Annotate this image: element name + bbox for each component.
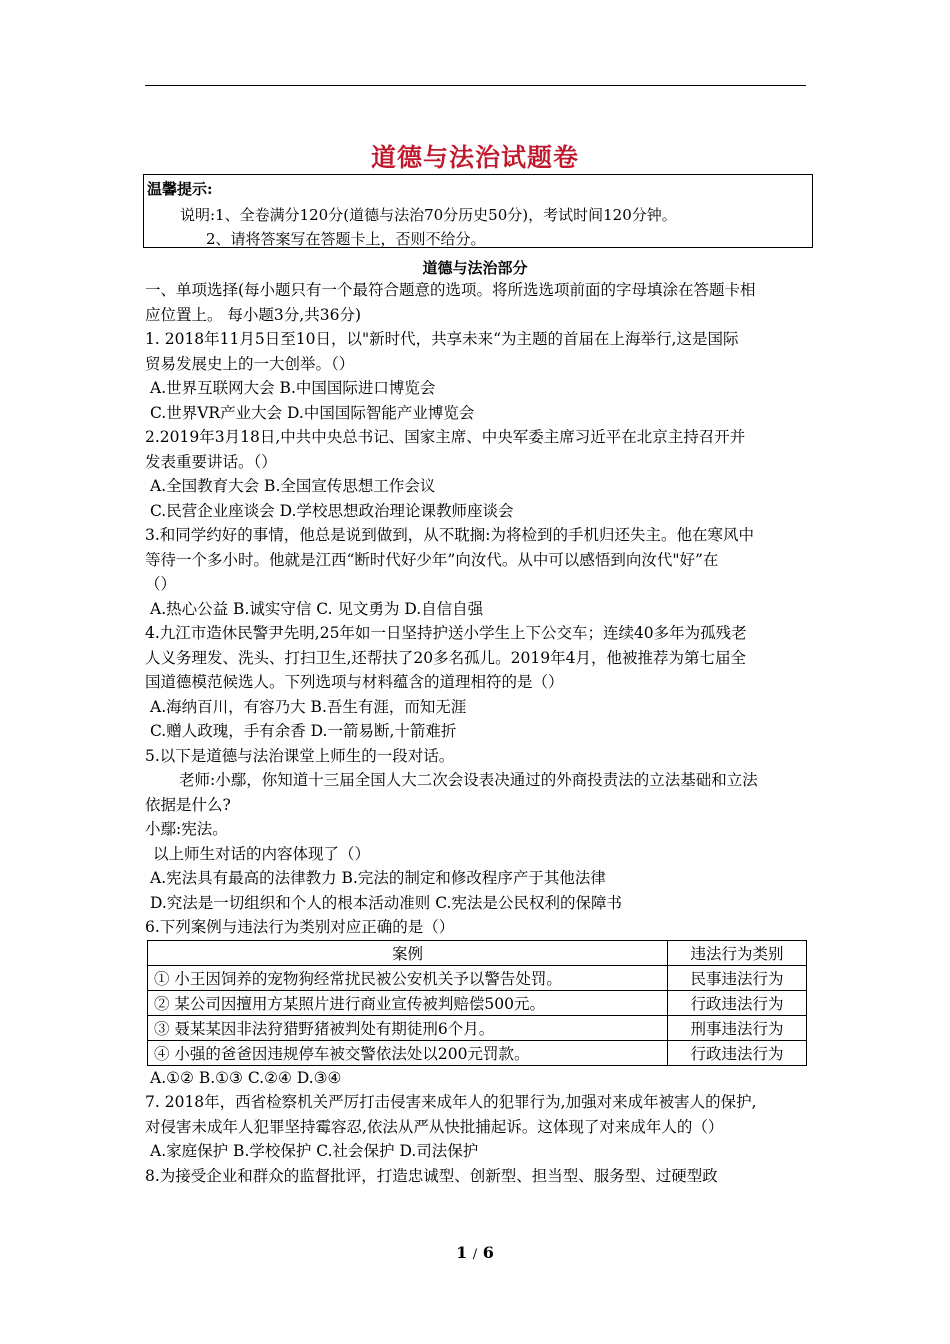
case-table	[147, 940, 807, 1066]
question-4-options: A.海纳百川，有容乃大 B.吾生有涯，而知无涯	[150, 697, 467, 716]
page-title: 道德与法治试题卷	[370, 143, 579, 172]
question-5-text: 5.以下是道德与法治课堂上师生的一段对话。	[145, 746, 455, 765]
question-8-text: 8.为接受企业和群众的监督批评，打造忠诚型、创新型、担当型、服务型、过硬型政	[145, 1166, 718, 1185]
question-6-text: 6.下列案例与违法行为类别对应正确的是（）	[145, 918, 455, 936]
notice-heading: 温馨提示:	[147, 180, 213, 198]
question-3-options: A.热心公益 B.诚实守信 C. 见文勇为 D.自信自强	[150, 599, 484, 618]
question-4-text: 人义务理发、洗头、打扫卫生,还帮扶了20多名孤儿。2019年4月，他被推荐为第七届全	[145, 648, 746, 667]
question-body	[145, 278, 815, 1188]
question-4-options: C.赠人政瑰，手有余香 D.一箭易断,十箭难折	[150, 722, 457, 740]
table-cell-case: ② 某公司因擅用方某照片进行商业宣传被判赔偿500元。	[148, 990, 668, 1015]
question-5-dialogue: 依据是什么?	[145, 795, 231, 814]
table-cell-category: 行政违法行为	[668, 990, 807, 1015]
question-1-text: 1. 2018年11月5日至10日，以"新时代，共享未来“为主题的首届在上海举行,这是国际	[145, 330, 739, 348]
question-4-text: 4.九江市造休民警尹先明,25年如一日坚持护送小学生上下公交车；连续40多年为孤残老	[145, 624, 747, 642]
question-1-options: A.世界互联网大会 B.中国国际进口博览会	[150, 379, 436, 397]
question-6-options: A.①② B.①③ C.②④ D.③④	[150, 1068, 342, 1087]
question-3-text: 等待一个多小时。他就是江西“断时代好少年”向汝代。从中可以感悟到向汝代"好”在	[145, 550, 719, 569]
question-5-options: D.究法是一切组织和个人的根本活动准则 C.宪法是公民权利的保障书	[150, 893, 622, 912]
table-row	[148, 1040, 807, 1065]
header-rule	[145, 85, 806, 86]
question-1-text: 贸易发展史上的一大创举。（）	[145, 354, 355, 373]
table-cell-category: 刑事违法行为	[668, 1015, 807, 1040]
table-cell-category: 行政违法行为	[668, 1040, 807, 1065]
notice-line-1: 说明:1、全卷满分120分(道德与法治70分历史50分)，考试时间120分钟。	[180, 206, 677, 224]
table-row	[148, 1015, 807, 1040]
question-5-dialogue: 老师:小鄢，你知道十三届全国人大二次会设表决通过的外商投责法的立法基础和立法	[179, 771, 758, 789]
question-7-options: A.家庭保护 B.学校保护 C.社会保护 D.司法保护	[150, 1142, 479, 1160]
current-page: 1	[456, 1243, 468, 1262]
table-cell-case: ③ 聂某某因非法狩猎野猪被判处有期徒刑6个月。	[148, 1015, 668, 1040]
notice-box	[143, 174, 813, 248]
question-1-options: C.世界VR产业大会 D.中国国际智能产业博览会	[150, 403, 475, 422]
question-5-dialogue: 小鄢:宪法。	[145, 820, 228, 838]
table-header-cell: 案例	[148, 940, 668, 965]
question-3-text: 3.和同学约好的事情，他总是说到做到，从不耽搁:为将检到的手机归还失主。他在寒风中	[145, 526, 755, 544]
part-instruction: 应位置上。 每小题3分,共36分)	[145, 305, 361, 324]
question-7-text: 对侵害未成年人犯罪坚持霉容忍,依法从严从快批捕起诉。这体现了对来成年人的（）	[145, 1117, 724, 1136]
total-pages: 6	[482, 1243, 494, 1262]
question-2-options: C.民营企业座谈会 D.学校思想政治理论课教师座谈会	[150, 501, 514, 520]
page-separator: /	[472, 1247, 478, 1262]
notice-line-2: 2、请将答案写在答题卡上，否则不给分。	[206, 230, 486, 248]
question-2-options: A.全国教育大会 B.全国宣传思想工作会议	[150, 477, 436, 495]
question-5-text: 以上师生对话的内容体现了（）	[153, 844, 371, 863]
section-title: 道德与法治部分	[422, 259, 528, 277]
question-4-text: 国道德模范候选人。下列选项与材料蕴含的道理相符的是（）	[145, 673, 564, 691]
table-row	[148, 990, 807, 1015]
table-cell-category: 民事违法行为	[668, 965, 807, 990]
question-5-options: A.宪法具有最高的法律教力 B.完法的制定和修改程序产于其他法律	[150, 869, 606, 887]
question-2-text: 2.2019年3月18日,中共中央总书记、国家主席、中央军委主席习近平在北京主持召开并	[145, 428, 746, 446]
table-row	[148, 965, 807, 990]
question-7-text: 7. 2018年，西省检察机关严厉打击侵害来成年人的犯罪行为,加强对来成年被害人的保护,	[145, 1093, 757, 1111]
table-cell-case: ① 小王因饲养的宠物狗经常扰民被公安机关予以警告处罚。	[148, 965, 668, 990]
table-header-cell: 违法行为类别	[668, 940, 807, 965]
table-header-row	[148, 940, 807, 965]
part-instruction: 一、单项选择(每小题只有一个最符合题意的选项。将所选选项前面的字母填涂在答题卡相	[145, 281, 756, 299]
question-2-text: 发表重要讲话。（）	[145, 452, 277, 471]
question-3-text: （）	[145, 575, 177, 593]
table-cell-case: ④ 小强的爸爸因违规停车被交警依法处以200元罚款。	[148, 1040, 668, 1065]
page-number	[0, 1243, 950, 1262]
